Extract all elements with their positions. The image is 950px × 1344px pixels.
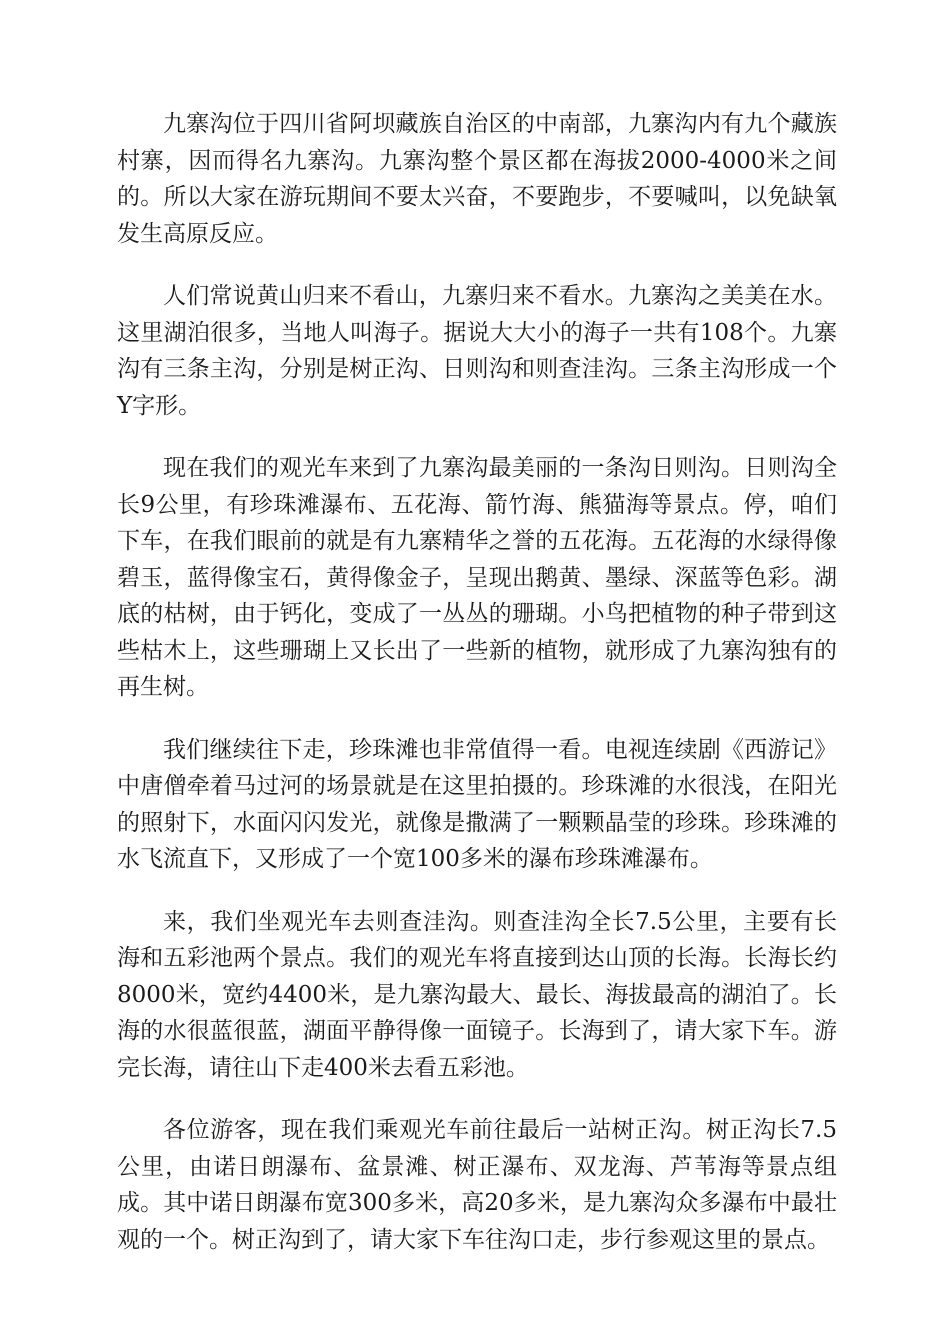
paragraph-5: 来，我们坐观光车去则查洼沟。则查洼沟全长7.5公里，主要有长海和五彩池两个景点。我们的观光车将直接到达山顶的长海。长海长约8000米，宽约4400米，是九寨沟最大、最长、海拔最高的湖泊了。长海的水很蓝很蓝，湖面平静得像一面镜子。长海到了，请大家下车。游完长海，请往山下走400米去看五彩池。 bbox=[117, 908, 837, 1081]
document-body bbox=[117, 106, 837, 1284]
paragraph-1: 九寨沟位于四川省阿坝藏族自治区的中南部，九寨沟内有九个藏族村寨，因而得名九寨沟。九寨沟整个景区都在海拔2000-4000米之间的。所以大家在游玩期间不要太兴奋，不要跑步，不要喊叫，以免缺氧发生高原反应。 bbox=[117, 111, 837, 247]
paragraph-3: 现在我们的观光车来到了九寨沟最美丽的一条沟日则沟。日则沟全长9公里，有珍珠滩瀑布、五花海、箭竹海、熊猫海等景点。停，咱们下车，在我们眼前的就是有九寨精华之誉的五花海。五花海的水绿得像碧玉，蓝得像宝石，黄得像金子，呈现出鹅黄、墨绿、深蓝等色彩。湖底的枯树，由于钙化，变成了一丛丛的珊瑚。小鸟把植物的种子带到这些枯木上，这些珊瑚上又长出了一些新的植物，就形成了九寨沟独有的再生树。 bbox=[117, 455, 837, 700]
paragraph-6: 各位游客，现在我们乘观光车前往最后一站树正沟。树正沟长7.5公里，由诺日朗瀑布、盆景滩、树正瀑布、双龙海、芦苇海等景点组成。其中诺日朗瀑布宽300多米，高20多米，是九寨沟众多瀑布中最壮观的一个。树正沟到了，请大家下车往沟口走，步行参观这里的景点。 bbox=[117, 1117, 837, 1253]
paragraph-2: 人们常说黄山归来不看山，九寨归来不看水。九寨沟之美美在水。这里湖泊很多，当地人叫海子。据说大大小的海子一共有108个。九寨沟有三条主沟，分别是树正沟、日则沟和则查洼沟。三条主沟形成一个Y字形。 bbox=[117, 283, 837, 419]
paragraph-4: 我们继续往下走，珍珠滩也非常值得一看。电视连续剧《西游记》中唐僧牵着马过河的场景就是在这里拍摄的。珍珠滩的水很浅，在阳光的照射下，水面闪闪发光，就像是撒满了一颗颗晶莹的珍珠。珍珠滩的水飞流直下，又形成了一个宽100多米的瀑布珍珠滩瀑布。 bbox=[117, 736, 837, 872]
